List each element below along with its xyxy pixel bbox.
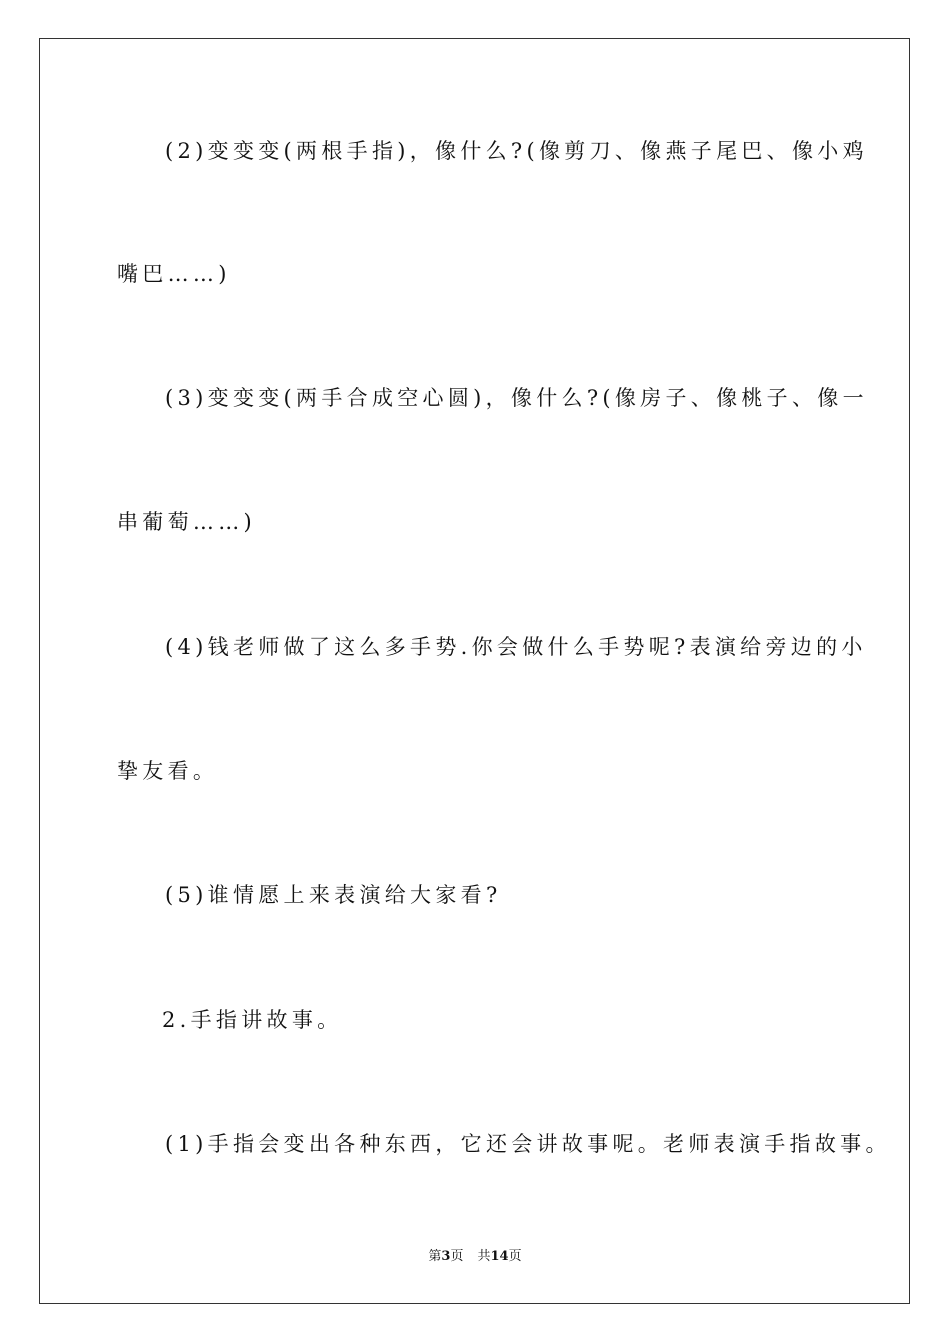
paragraph-line-9: (1)手指会变出各种东西，它还会讲故事呢。老师表演手指故事。 — [165, 1132, 891, 1156]
paragraph-line-2: 嘴巴……) — [117, 262, 231, 286]
paragraph-line-4: 串葡萄……) — [117, 510, 256, 534]
footer-total-prefix: 共 — [477, 1249, 491, 1264]
paragraph-line-5: (4)钱老师做了这么多手势.你会做什么手势呢?表演给旁边的小 — [165, 635, 867, 659]
footer-page-prefix: 第 — [428, 1249, 442, 1264]
paragraph-line-3: (3)变变变(两手合成空心圆)，像什么?(像房子、像桃子、像一 — [165, 386, 868, 410]
page-frame — [39, 38, 910, 1304]
paragraph-line-8: 2.手指讲故事。 — [162, 1008, 343, 1032]
paragraph-line-6: 挚友看。 — [117, 759, 219, 783]
page-footer — [0, 1248, 950, 1266]
footer-total-suffix: 页 — [508, 1249, 522, 1264]
paragraph-line-7: (5)谁情愿上来表演给大家看? — [165, 883, 502, 907]
footer-page-suffix: 页 — [450, 1249, 464, 1264]
footer-page-number: 3 — [441, 1249, 451, 1264]
footer-total-pages: 14 — [490, 1249, 509, 1264]
paragraph-line-1: (2)变变变(两根手指)，像什么?(像剪刀、像燕子尾巴、像小鸡 — [165, 139, 868, 163]
